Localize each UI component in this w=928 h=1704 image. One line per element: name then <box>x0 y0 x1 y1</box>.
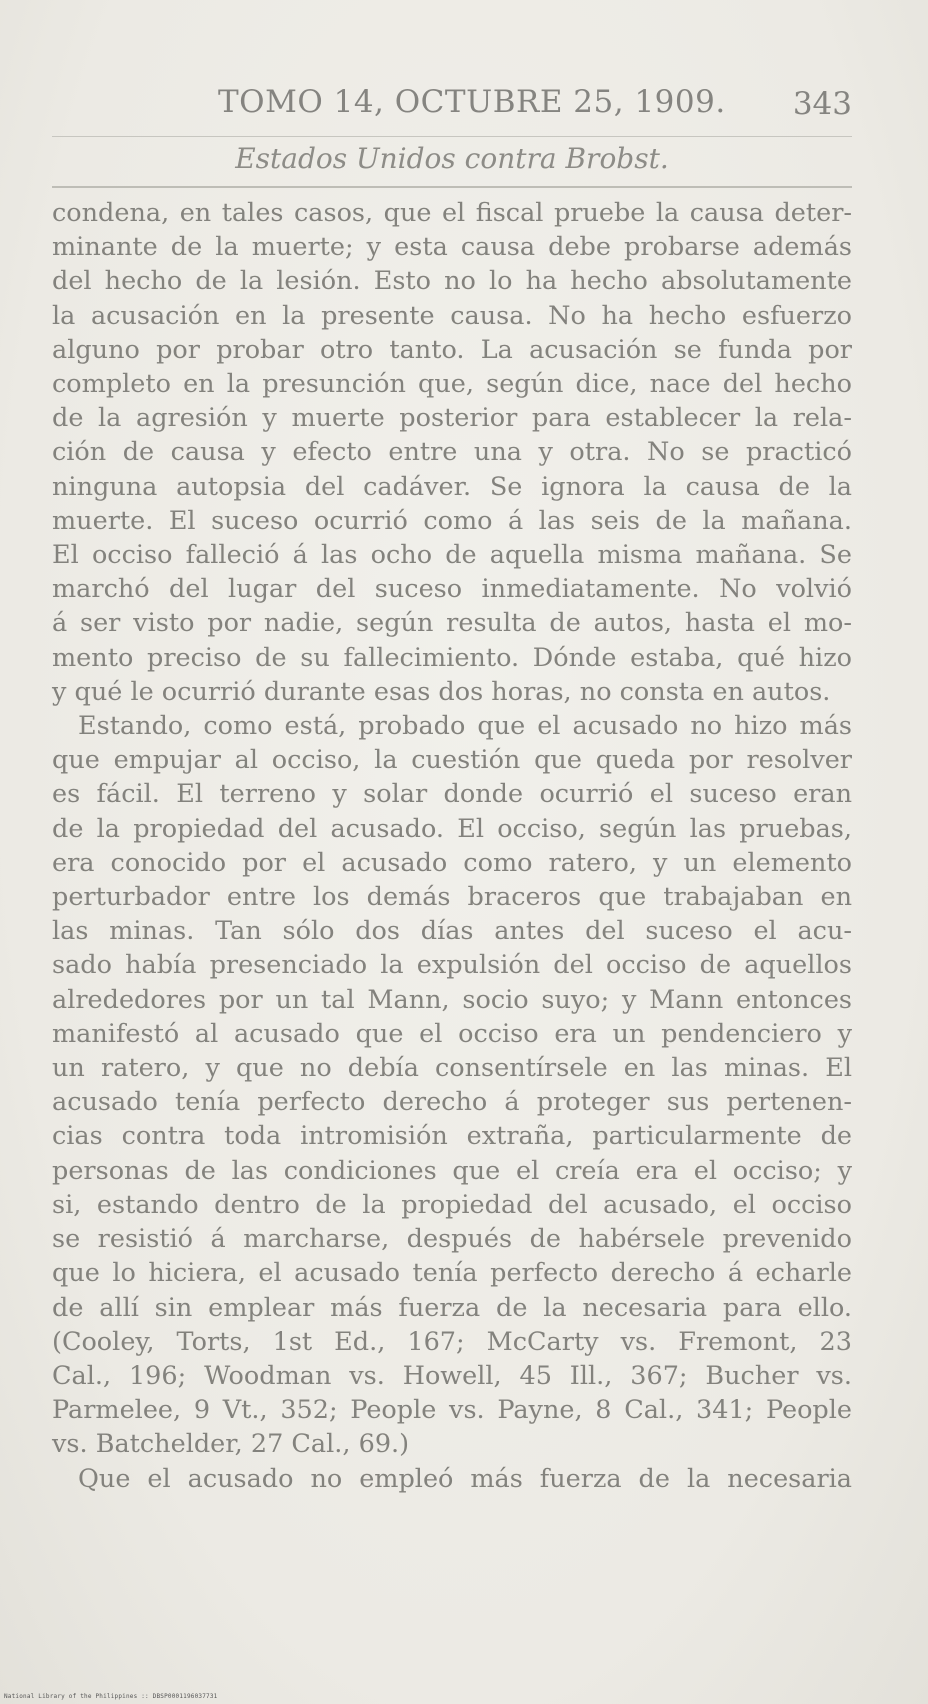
text-line: perturbador entre los demás braceros que trabajaban en <box>52 882 852 913</box>
text-line: ción de causa y efecto entre una y otra. No se practicó <box>52 437 852 468</box>
case-title: Estados Unidos contra Brobst. <box>235 142 669 175</box>
running-head <box>52 84 852 124</box>
text-line: marchó del lugar del suceso inmediatamente. No volvió <box>52 574 852 605</box>
text-line: sado había presenciado la expulsión del occiso de aquellos <box>52 950 852 981</box>
text-line: mento preciso de su fallecimiento. Dónde estaba, qué hizo <box>52 642 852 673</box>
text-line: muerte. El suceso ocurrió como á las seis de la mañana. <box>52 505 852 536</box>
text-line: El occiso falleció á las ocho de aquella misma mañana. Se <box>52 540 852 571</box>
header-rule-top <box>52 136 852 137</box>
paragraph-2 <box>52 709 852 1461</box>
volume-date-heading: TOMO 14, OCTUBRE 25, 1909. <box>218 84 726 120</box>
text-line: cias contra toda intromisión extraña, particularmente de <box>52 1121 852 1152</box>
text-line: de la agresión y muerte posterior para establecer la rela- <box>52 403 852 434</box>
text-line: alrededores por un tal Mann, socio suyo; y Mann entonces <box>52 984 852 1015</box>
text-line: Cal., 196; Woodman vs. Howell, 45 Ill., 367; Bucher vs. <box>52 1360 852 1391</box>
text-line: era conocido por el acusado como ratero, y un elemento <box>52 847 852 878</box>
text-line: las minas. Tan sólo dos días antes del suceso el acu- <box>52 916 852 947</box>
text-line: la acusación en la presente causa. No ha hecho esfuerzo <box>52 300 852 331</box>
text-line: completo en la presunción que, según dice, nace del hecho <box>52 369 852 400</box>
text-line: condena, en tales casos, que el fiscal pruebe la causa deter- <box>52 198 852 228</box>
page-number: 343 <box>792 86 852 122</box>
paragraph-1 <box>52 196 852 709</box>
text-line: de allí sin emplear más fuerza de la necesaria para ello. <box>52 1292 852 1323</box>
text-line: á ser visto por nadie, según resulta de autos, hasta el mo- <box>52 608 852 639</box>
text-line: un ratero, y que no debía consentírsele en las minas. El <box>52 1053 852 1084</box>
text-line: que empujar al occiso, la cuestión que queda por resolver <box>52 745 852 776</box>
text-line: Estando, como está, probado que el acusado no hizo más <box>78 711 852 742</box>
text-line: minante de la muerte; y esta causa debe probarse además <box>52 232 852 263</box>
text-line: ninguna autopsia del cadáver. Se ignora la causa de la <box>52 471 852 502</box>
library-credit: National Library of the Philippines :: DBSP0001196037731 <box>4 1693 218 1700</box>
text-line: si, estando dentro de la propiedad del acusado, el occiso <box>52 1189 852 1220</box>
header-rule-bottom <box>52 186 852 188</box>
body-text <box>52 196 852 1496</box>
text-line: es fácil. El terreno y solar donde ocurrió el suceso eran <box>52 779 852 810</box>
paragraph-3 <box>52 1462 852 1496</box>
text-line: vs. Batchelder, 27 Cal., 69.) <box>52 1429 410 1460</box>
text-line: que lo hiciera, el acusado tenía perfecto derecho á echarle <box>52 1258 852 1289</box>
text-line: Que el acusado no empleó más fuerza de la necesaria <box>78 1463 852 1494</box>
text-line: de la propiedad del acusado. El occiso, según las pruebas, <box>52 813 852 844</box>
text-line: personas de las condiciones que el creía era el occiso; y <box>52 1155 852 1186</box>
text-line: alguno por probar otro tanto. La acusación se funda por <box>52 334 852 365</box>
text-line: (Cooley, Torts, 1st Ed., 167; McCarty vs. Fremont, 23 <box>52 1326 852 1357</box>
text-line: del hecho de la lesión. Esto no lo ha hecho absolutamente <box>52 266 852 297</box>
text-line: acusado tenía perfecto derecho á proteger sus pertenen- <box>52 1087 852 1118</box>
text-line: se resistió á marcharse, después de habérsele prevenido <box>52 1224 852 1255</box>
text-line: y qué le ocurrió durante esas dos horas, no consta en autos. <box>52 676 831 707</box>
text-line: manifestó al acusado que el occiso era un pendenciero y <box>52 1018 852 1049</box>
text-line: Parmelee, 9 Vt., 352; People vs. Payne, 8 Cal., 341; People <box>52 1395 852 1426</box>
